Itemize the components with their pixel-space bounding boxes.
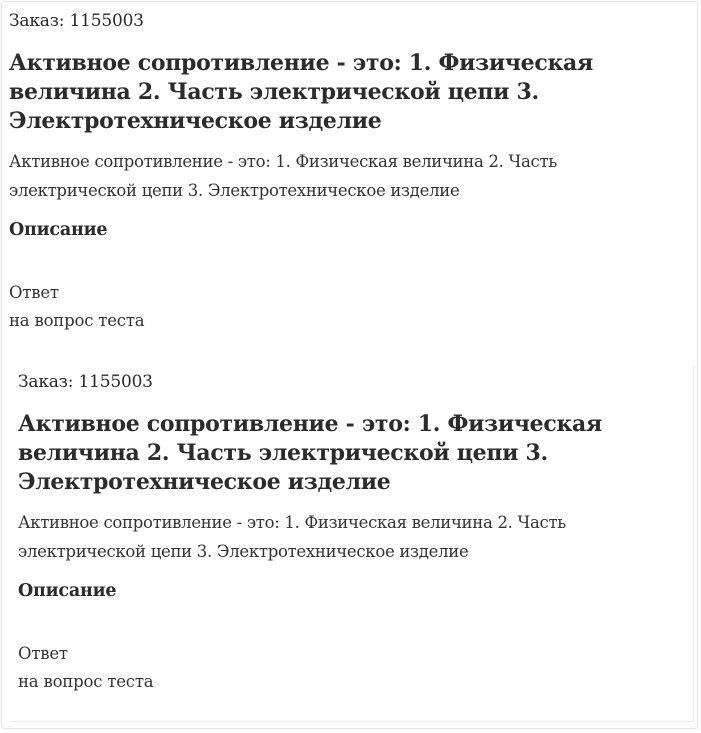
question-title: Активное сопротивление - это: 1. Физическая величина 2. Часть электрической цепи 3. Электротехническое изделие [9,50,593,134]
description-heading: Описание [9,220,108,240]
nested-question-title: Активное сопротивление - это: 1. Физическая величина 2. Часть электрической цепи 3. Электротехническое изделие [18,411,602,495]
answer-text [9,279,679,335]
nested-description-heading: Описание [18,581,117,601]
answer-line-1: Ответ [9,283,59,302]
question-text: Активное сопротивление - это: 1. Физическая величина 2. Часть электрической цепи 3. Электротехническое изделие [9,152,557,200]
order-number: Заказ: 1155003 [9,11,144,31]
order-block [9,9,679,335]
answer-line-2: на вопрос теста [9,311,145,330]
nested-order-number: Заказ: 1155003 [18,372,153,392]
nested-answer-text [18,640,678,696]
nested-answer-line-2: на вопрос теста [18,672,154,691]
nested-order-block [18,370,678,696]
nested-question-text: Активное сопротивление - это: 1. Физическая величина 2. Часть электрической цепи 3. Электротехническое изделие [18,513,566,561]
nested-answer-line-1: Ответ [18,644,68,663]
